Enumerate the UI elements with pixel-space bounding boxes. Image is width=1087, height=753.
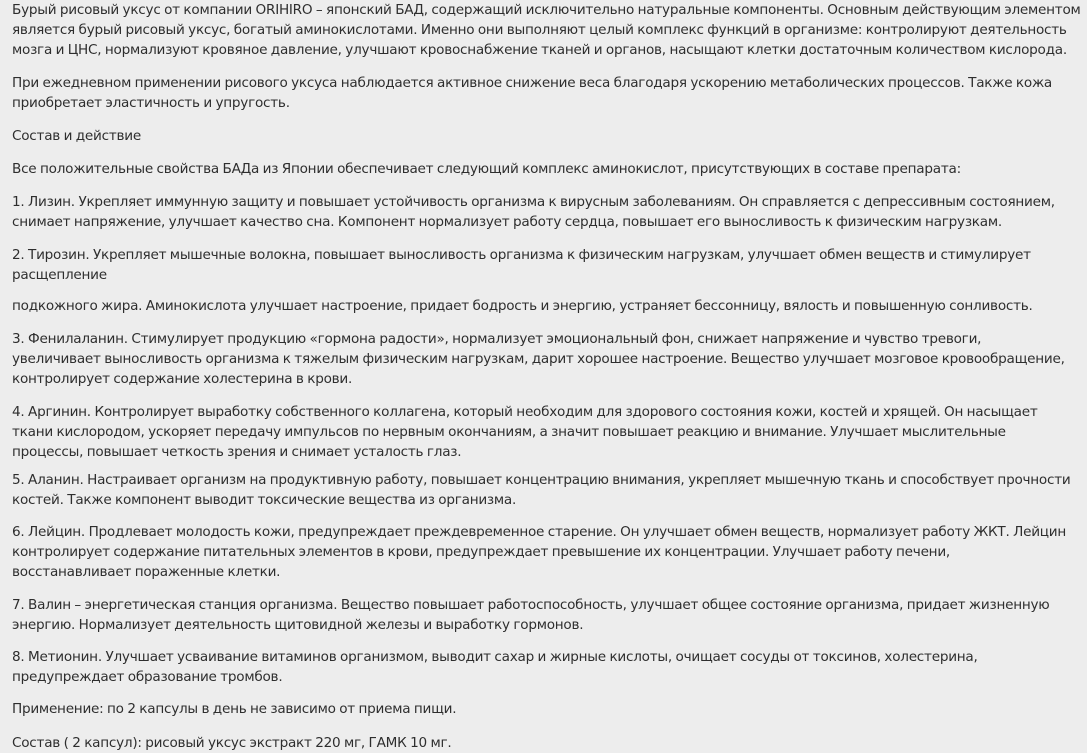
section-heading-composition: Состав и действие — [12, 128, 141, 144]
intro-paragraph: Бурый рисовый уксус от компании ORIHIRO – японский БАД, содержащий исключительно натуральные компоненты. Основным действующим элементом является бурый рисовый уксус, богатый аминокислотами. Именно они выполняют целый комплекс функций в организме: контролируют деятельность мозга и ЦНС, нормализуют кровяное давление, улучшают кровоснабжение тканей и органов, насыщают клетки достаточным количеством кислорода. — [12, 2, 1081, 58]
list-item-valine: 7. Валин – энергетическая станция организма. Вещество повышает работоспособность, улучшает общее состояние организма, придает жизненную энергию. Нормализует деятельность щитовидной железы и выработку гормонов. — [12, 597, 1050, 633]
list-item-alanine: 5. Аланин. Настраивает организм на продуктивную работу, повышает концентрацию внимания, укрепляет мышечную ткань и способствует прочности костей. Также компонент выводит токсические вещества из организма. — [12, 472, 1071, 508]
list-item-leucine: 6. Лейцин. Продлевает молодость кожи, предупреждает преждевременное старение. Он улучшает обмен веществ, нормализует работу ЖКТ. Лейцин контролирует содержание питательных элементов в крови, предупреждает превышение их концентрации. Улучшает работу печени, восстанавливает пораженные клетки. — [12, 524, 1067, 580]
amino-acids-intro: Все положительные свойства БАДа из Японии обеспечивает следующий комплекс аминокислот, присутствующих в составе препарата: — [12, 161, 961, 177]
list-item-tyrosine-continued: подкожного жира. Аминокислота улучшает настроение, придает бодрость и энергию, устраняет бессонницу, вялость и повышенную сонливость. — [12, 298, 1033, 314]
list-item-arginine: 4. Аргинин. Контролирует выработку собственного коллагена, который необходим для здорового состояния кожи, костей и хрящей. Он насыщает ткани кислородом, ускоряет передачу импульсов по нервным окончаниям, а значит повышает реакцию и внимание. Улучшает мыслительные процессы, повышает четкость зрения и снимает усталость глаз. — [12, 404, 1038, 460]
usage-instructions: Применение: по 2 капсулы в день не зависимо от приема пищи. — [12, 701, 457, 717]
weight-loss-paragraph: При ежедневном применении рисового уксуса наблюдается активное снижение веса благодаря ускорению метаболических процессов. Также кожа приобретает эластичность и упругость. — [12, 75, 1053, 111]
composition-details: Состав ( 2 капсул): рисовый уксус экстракт 220 мг, ГАМК 10 мг. — [12, 735, 452, 751]
list-item-phenylalanine: 3. Фенилаланин. Стимулирует продукцию «гормона радости», нормализует эмоциональный фон, снижает напряжение и чувство тревоги, увеличивает выносливость организма к тяжелым физическим нагрузкам, дарит хорошее настроение. Вещество улучшает мозговое кровообращение, контролирует содержание холестерина в крови. — [12, 331, 1065, 387]
list-item-lysine: 1. Лизин. Укрепляет иммунную защиту и повышает устойчивость организма к вирусным заболеваниям. Он справляется с депрессивным состоянием, снимает напряжение, улучшает качество сна. Компонент нормализует работу сердца, повышает его выносливость к физическим нагрузкам. — [12, 194, 1055, 230]
list-item-methionine: 8. Метионин. Улучшает усваивание витаминов организмом, выводит сахар и жирные кислоты, очищает сосуды от токсинов, холестерина, предупреждает образование тромбов. — [12, 649, 978, 685]
list-item-tyrosine: 2. Тирозин. Укрепляет мышечные волокна, повышает выносливость организма к физическим нагрузкам, улучшает обмен веществ и стимулирует расщепление — [12, 247, 1031, 283]
